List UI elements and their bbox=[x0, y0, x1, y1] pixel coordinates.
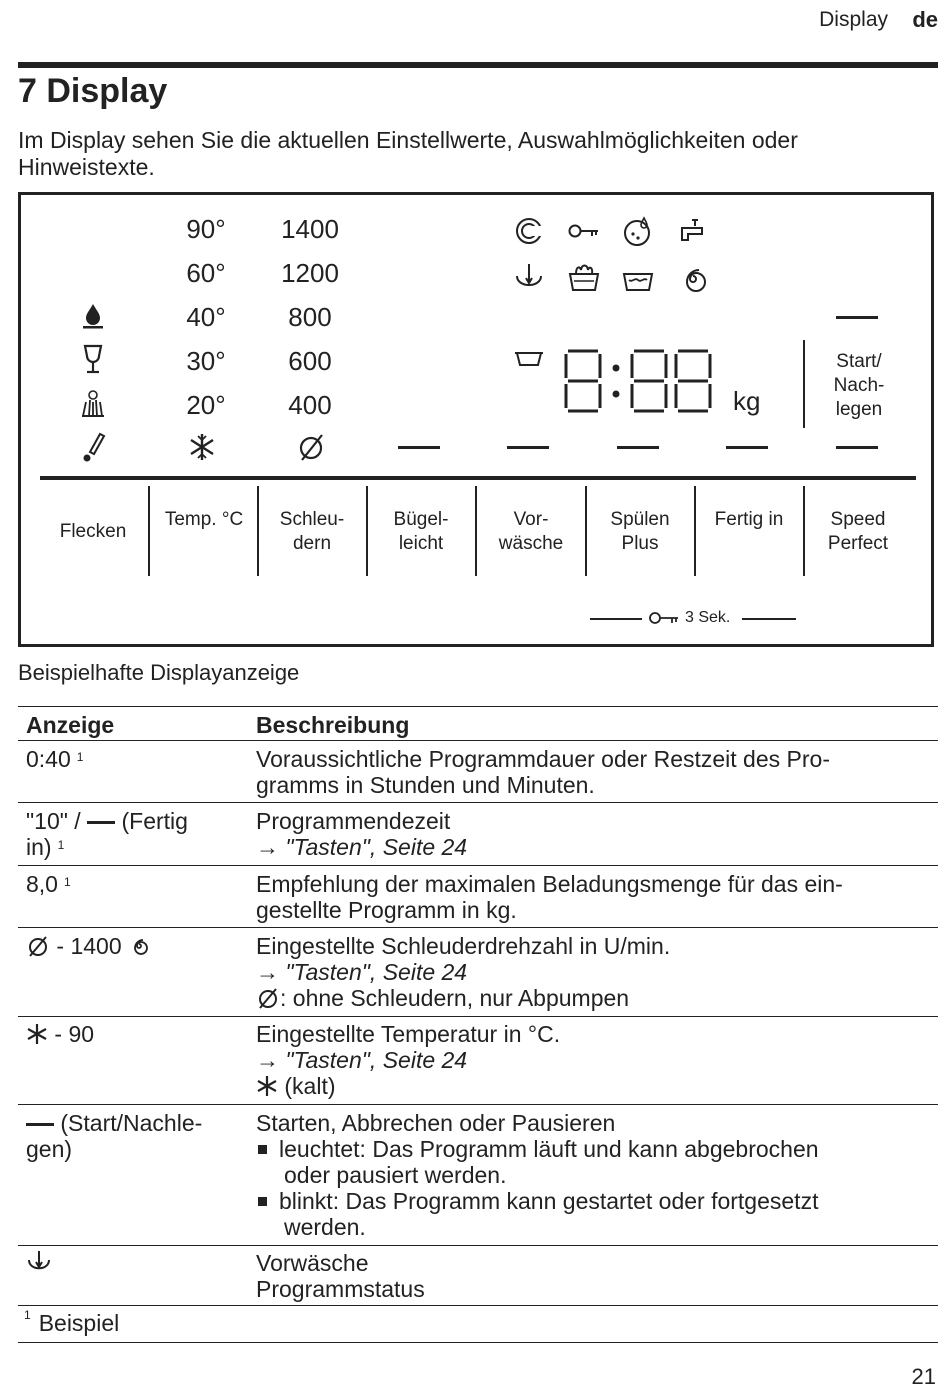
table-row-rule bbox=[18, 927, 938, 928]
spin-status-icon bbox=[678, 264, 708, 294]
table-row-beschreibung: Eingestellte Schleuderdrehzahl in U/min. → "Tasten", Seite 24 : ohne Schleudern, nur Abpumpen bbox=[256, 933, 671, 1011]
button-rinse-plus[interactable]: Spülen Plus bbox=[610, 509, 670, 554]
table-top-rule bbox=[18, 706, 938, 707]
table-row-beschreibung: Empfehlung der maximalen Beladungsmenge für das ein- gestellte Programm in kg. bbox=[256, 871, 843, 923]
table-row-rule bbox=[18, 802, 938, 803]
table-row-beschreibung: Vorwäsche Programmstatus bbox=[256, 1250, 425, 1302]
button-separator bbox=[257, 486, 259, 576]
cross-reference-link[interactable]: → "Tasten", Seite 24 bbox=[256, 834, 468, 860]
option-indicator-dash bbox=[836, 446, 878, 449]
table-bottom-rule bbox=[18, 1342, 938, 1343]
intensive-icon bbox=[513, 216, 545, 246]
seven-segment-display bbox=[562, 348, 718, 414]
table-row-anzeige: 0:40 $^1$ bbox=[26, 746, 84, 772]
panel-divider bbox=[40, 476, 916, 480]
display-panel-figure bbox=[18, 192, 934, 647]
table-row-anzeige: "10" / (Fertig in) $^1$ bbox=[26, 808, 188, 860]
dash-symbol bbox=[87, 821, 115, 824]
grass-icon bbox=[80, 388, 106, 418]
kg-unit: kg bbox=[733, 386, 761, 416]
option-indicator-dash bbox=[726, 446, 768, 449]
tap-icon bbox=[678, 216, 708, 244]
temp-value: 20° bbox=[186, 390, 226, 420]
no-spin-icon bbox=[256, 987, 280, 1009]
lock-hint-text: 3 Sek. bbox=[685, 609, 731, 626]
start-reload-label: Start/ Nach- legen bbox=[833, 351, 885, 420]
button-easy-iron[interactable]: Bügel- leicht bbox=[393, 509, 449, 554]
temp-value: 30° bbox=[186, 346, 226, 376]
stain-drop-icon bbox=[80, 302, 106, 330]
table-row-beschreibung: Programmendezeit → "Tasten", Seite 24 bbox=[256, 808, 468, 860]
table-row-anzeige: - 90 bbox=[26, 1021, 94, 1047]
tub-icon bbox=[513, 350, 545, 368]
button-separator bbox=[585, 486, 587, 576]
button-separator bbox=[803, 486, 805, 576]
button-separator bbox=[148, 486, 150, 576]
cross-reference-link[interactable]: → "Tasten", Seite 24 bbox=[256, 959, 468, 985]
header-rule bbox=[18, 62, 938, 68]
table-row-anzeige: (Start/Nachle- gen) bbox=[26, 1110, 203, 1162]
prewash-status-icon bbox=[26, 1250, 52, 1274]
temp-value: 90° bbox=[186, 214, 226, 244]
snowflake-icon bbox=[188, 432, 216, 462]
running-header-section: Display bbox=[819, 8, 888, 31]
spin-speed-value: 1200 bbox=[281, 258, 339, 288]
key-lock-icon bbox=[648, 610, 680, 626]
table-row-beschreibung: Eingestellte Temperatur in °C. → "Tasten", Seite 24 (kalt) bbox=[256, 1021, 561, 1099]
drum-clean-icon bbox=[622, 216, 654, 248]
table-row-rule bbox=[18, 1016, 938, 1017]
button-speed-perfect[interactable]: Speed Perfect bbox=[827, 509, 889, 554]
snowflake-icon bbox=[26, 1023, 48, 1045]
spin-speed-value: 400 bbox=[288, 390, 332, 420]
table-row-beschreibung: Voraussichtliche Programmdauer oder Restzeit des Pro- gramms in Stunden und Minuten. bbox=[256, 746, 830, 798]
no-spin-icon bbox=[296, 432, 326, 462]
button-separator bbox=[475, 486, 477, 576]
page-number: 21 bbox=[911, 1364, 936, 1389]
table-row-rule bbox=[18, 1104, 938, 1105]
button-spin[interactable]: Schleu- dern bbox=[279, 509, 345, 554]
brush-icon bbox=[80, 430, 106, 464]
option-indicator-dash bbox=[398, 446, 440, 449]
running-header-language: de bbox=[912, 7, 938, 32]
prewash-status-icon bbox=[513, 262, 545, 294]
cross-reference-link[interactable]: → "Tasten", Seite 24 bbox=[256, 1047, 468, 1073]
no-spin-icon bbox=[26, 935, 50, 957]
table-header-rule bbox=[18, 740, 938, 741]
footnote: $^1$ Beispiel bbox=[24, 1308, 120, 1336]
rinse-status-icon bbox=[622, 270, 654, 292]
spin-speed-value: 800 bbox=[288, 302, 332, 332]
table-row-anzeige: 8,0 $^1$ bbox=[26, 871, 71, 897]
button-temp[interactable]: Temp. °C bbox=[164, 509, 244, 530]
button-finish-in[interactable]: Fertig in bbox=[714, 509, 784, 530]
spin-icon bbox=[128, 935, 150, 957]
option-indicator-dash bbox=[507, 446, 549, 449]
button-flecken[interactable]: Flecken bbox=[59, 521, 127, 542]
key-lock-icon bbox=[568, 222, 600, 240]
lock-hint-line bbox=[742, 618, 796, 620]
snowflake-icon bbox=[256, 1075, 278, 1097]
table-header-beschreibung: Beschreibung bbox=[256, 712, 410, 738]
table-row-rule bbox=[18, 1245, 938, 1246]
spin-speed-value: 1400 bbox=[281, 214, 339, 244]
table-row-rule bbox=[18, 865, 938, 866]
table-row-anzeige bbox=[26, 1250, 52, 1279]
page-title: 7 Display bbox=[18, 72, 168, 110]
bullet-marker bbox=[258, 1145, 267, 1154]
table-row-anzeige: - 1400 bbox=[26, 933, 150, 959]
intro-paragraph: Im Display sehen Sie die aktuellen Einstellwerte, Auswahlmöglichkeiten oder Hinweistexte. bbox=[18, 127, 798, 180]
table-row-beschreibung: Starten, Abbrechen oder Pausieren leuchtet: Das Programm läuft und kann abgebrochen oder pausiert werden. blinkt: Das Programm kann gestartet oder fortgesetzt werden. bbox=[256, 1110, 819, 1240]
button-separator bbox=[366, 486, 368, 576]
table-row-rule bbox=[18, 1305, 938, 1306]
start-separator bbox=[803, 340, 805, 428]
spin-speed-value: 600 bbox=[288, 346, 332, 376]
table-header-anzeige: Anzeige bbox=[26, 712, 115, 738]
lock-hint-line bbox=[590, 618, 642, 620]
option-indicator-dash bbox=[617, 446, 659, 449]
figure-caption: Beispielhafte Displayanzeige bbox=[18, 660, 300, 685]
bullet-marker bbox=[258, 1197, 267, 1206]
dash-symbol bbox=[26, 1123, 54, 1126]
temp-value: 40° bbox=[186, 302, 226, 332]
button-prewash[interactable]: Vor- wäsche bbox=[498, 509, 564, 554]
button-separator bbox=[694, 486, 696, 576]
wine-glass-icon bbox=[82, 344, 104, 374]
start-indicator-dash bbox=[836, 316, 878, 319]
temp-value: 60° bbox=[186, 258, 226, 288]
wash-status-icon bbox=[567, 262, 601, 292]
